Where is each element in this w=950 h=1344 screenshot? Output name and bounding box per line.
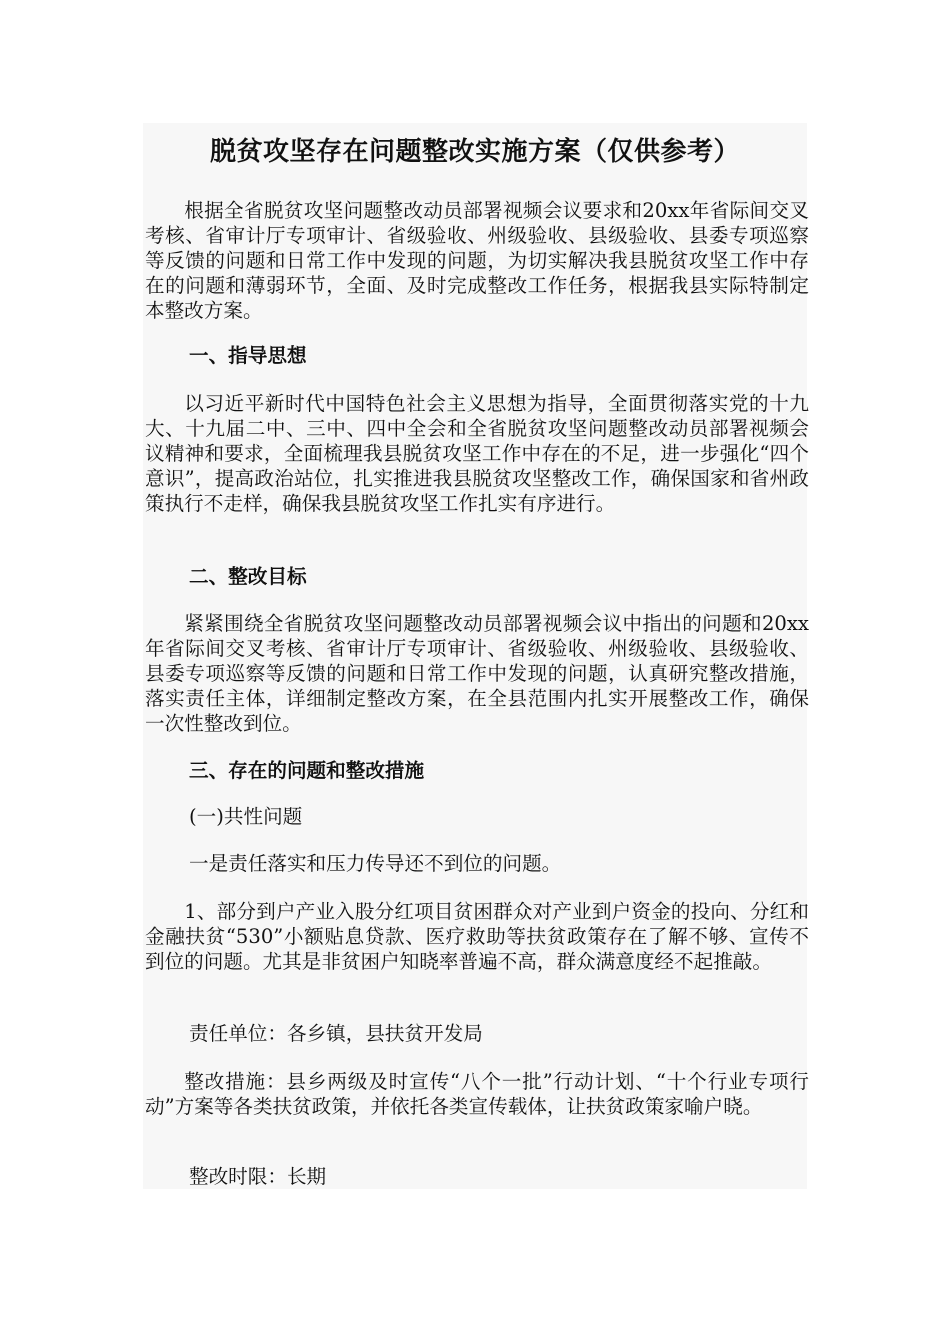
- rectification-measures: 整改措施：县乡两级及时宣传“八个一批”行动计划、“十个行业专项行动”方案等各类扶贫政策，并依托各类宣传载体，让扶贫政策家喻户晓。: [145, 1070, 809, 1118]
- problem-heading-responsibility: 一是责任落实和压力传导还不到位的问题。: [189, 852, 562, 875]
- responsible-units: 责任单位：各乡镇，县扶贫开发局: [189, 1022, 483, 1045]
- problem-item-1: 1、部分到户产业入股分红项目贫困群众对产业到户资金的投向、分红和金融扶贫“530”小额贴息贷款、医疗救助等扶贫政策存在了解不够、宣传不到位的问题。尤其是非贫困户知晓率普遍不高，群众满意度经不起推敲。: [145, 900, 809, 973]
- intro-paragraph: 根据全省脱贫攻坚问题整改动员部署视频会议要求和20xx年省际间交叉考核、省审计厅专项审计、省级验收、州级验收、县级验收、县委专项巡察等反馈的问题和日常工作中发现的问题，为切实解决我县脱贫攻坚工作中存在的问题和薄弱环节，全面、及时完成整改工作任务，根据我县实际特制定本整改方案。: [145, 199, 809, 322]
- rectification-deadline: 整改时限：长期: [189, 1165, 327, 1188]
- guiding-ideology-paragraph: 以习近平新时代中国特色社会主义思想为指导，全面贯彻落实党的十九大、十九届二中、三中、四中全会和全省脱贫攻坚问题整改动员部署视频会议精神和要求，全面梳理我县脱贫攻坚工作中存在的不足，进一步强化“四个意识”，提高政治站位，扎实推进我县脱贫攻坚整改工作，确保国家和省州政策执行不走样，确保我县脱贫攻坚工作扎实有序进行。: [145, 392, 809, 515]
- rectification-goals-paragraph: 紧紧围绕全省脱贫攻坚问题整改动员部署视频会议中指出的问题和20xx年省际间交叉考核、省审计厅专项审计、省级验收、州级验收、县级验收、县委专项巡察等反馈的问题和日常工作中发现的问题，认真研究整改措施，落实责任主体，详细制定整改方案，在全县范围内扎实开展整改工作，确保一次性整改到位。: [145, 612, 809, 735]
- section-heading-problems-and-measures: 三、存在的问题和整改措施: [189, 759, 425, 782]
- section-heading-guiding-ideology: 一、指导思想: [189, 344, 307, 367]
- subsection-heading-common-problems: (一)共性问题: [189, 805, 303, 828]
- document-title: 脱贫攻坚存在问题整改实施方案（仅供参考）: [209, 137, 740, 167]
- section-heading-rectification-goals: 二、整改目标: [189, 565, 307, 588]
